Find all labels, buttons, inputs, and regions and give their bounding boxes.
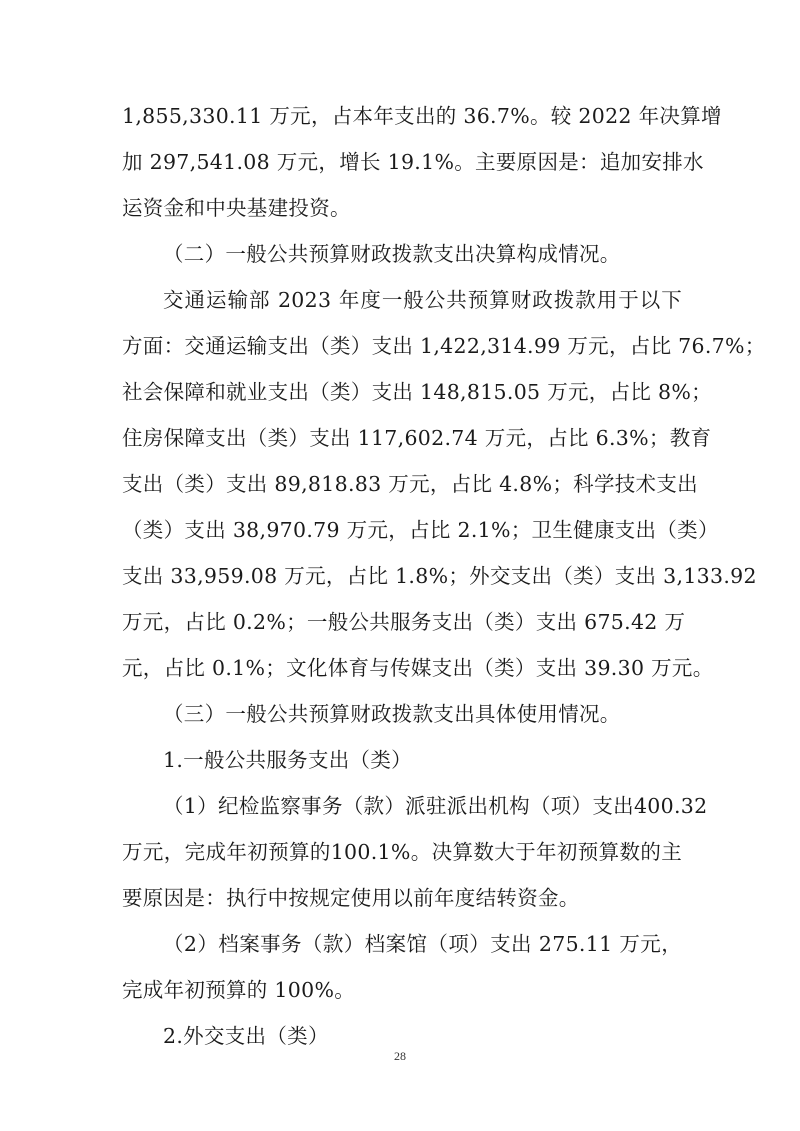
paragraph-line: 加 297,541.08 万元，增长 19.1%。主要原因是：追加安排水 <box>122 150 704 174</box>
paragraph-line: 万元，完成年初预算的100.1%。决算数大于年初预算数的主 <box>122 840 682 864</box>
paragraph-line: 要原因是：执行中按规定使用以前年度结转资金。 <box>122 886 580 910</box>
paragraph-line: 住房保障支出（类）支出 117,602.74 万元，占比 6.3%；教育 <box>122 426 712 450</box>
paragraph-line: 方面：交通运输支出（类）支出 1,422,314.99 万元，占比 76.7%； <box>122 334 766 358</box>
subsection-heading: 2.外交支出（类） <box>163 1024 329 1048</box>
page-number: 28 <box>394 1049 406 1063</box>
paragraph-line: 支出（类）支出 89,818.83 万元，占比 4.8%；科学技术支出 <box>122 472 698 496</box>
paragraph-line: 完成年初预算的 100%。 <box>122 978 356 1002</box>
paragraph-line: 万元，占比 0.2%；一般公共服务支出（类）支出 675.42 万 <box>122 610 686 634</box>
paragraph-line: （类）支出 38,970.79 万元，占比 2.1%；卫生健康支出（类） <box>122 518 719 542</box>
subsection-heading: 1.一般公共服务支出（类） <box>163 748 412 772</box>
paragraph-line: 元，占比 0.1%；文化体育与传媒支出（类）支出 39.30 万元。 <box>122 656 714 680</box>
paragraph-line: 社会保障和就业支出（类）支出 148,815.05 万元，占比 8%； <box>122 380 712 404</box>
paragraph-line: 运资金和中央基建投资。 <box>122 196 351 220</box>
paragraph-line: 交通运输部 2023 年度一般公共预算财政拨款用于以下 <box>163 288 682 312</box>
section-heading: （三）一般公共预算财政拨款支出具体使用情况。 <box>163 702 621 726</box>
paragraph-line: （2）档案事务（款）档案馆（项）支出 275.11 万元， <box>163 932 682 956</box>
paragraph-line: 1,855,330.11 万元，占本年支出的 36.7%。较 2022 年决算增 <box>122 104 722 128</box>
section-heading: （二）一般公共预算财政拨款支出决算构成情况。 <box>163 242 621 266</box>
paragraph-line: 支出 33,959.08 万元，占比 1.8%；外交支出（类）支出 3,133.92 <box>122 564 757 588</box>
paragraph-line: （1）纪检监察事务（款）派驻派出机构（项）支出400.32 <box>163 794 708 818</box>
